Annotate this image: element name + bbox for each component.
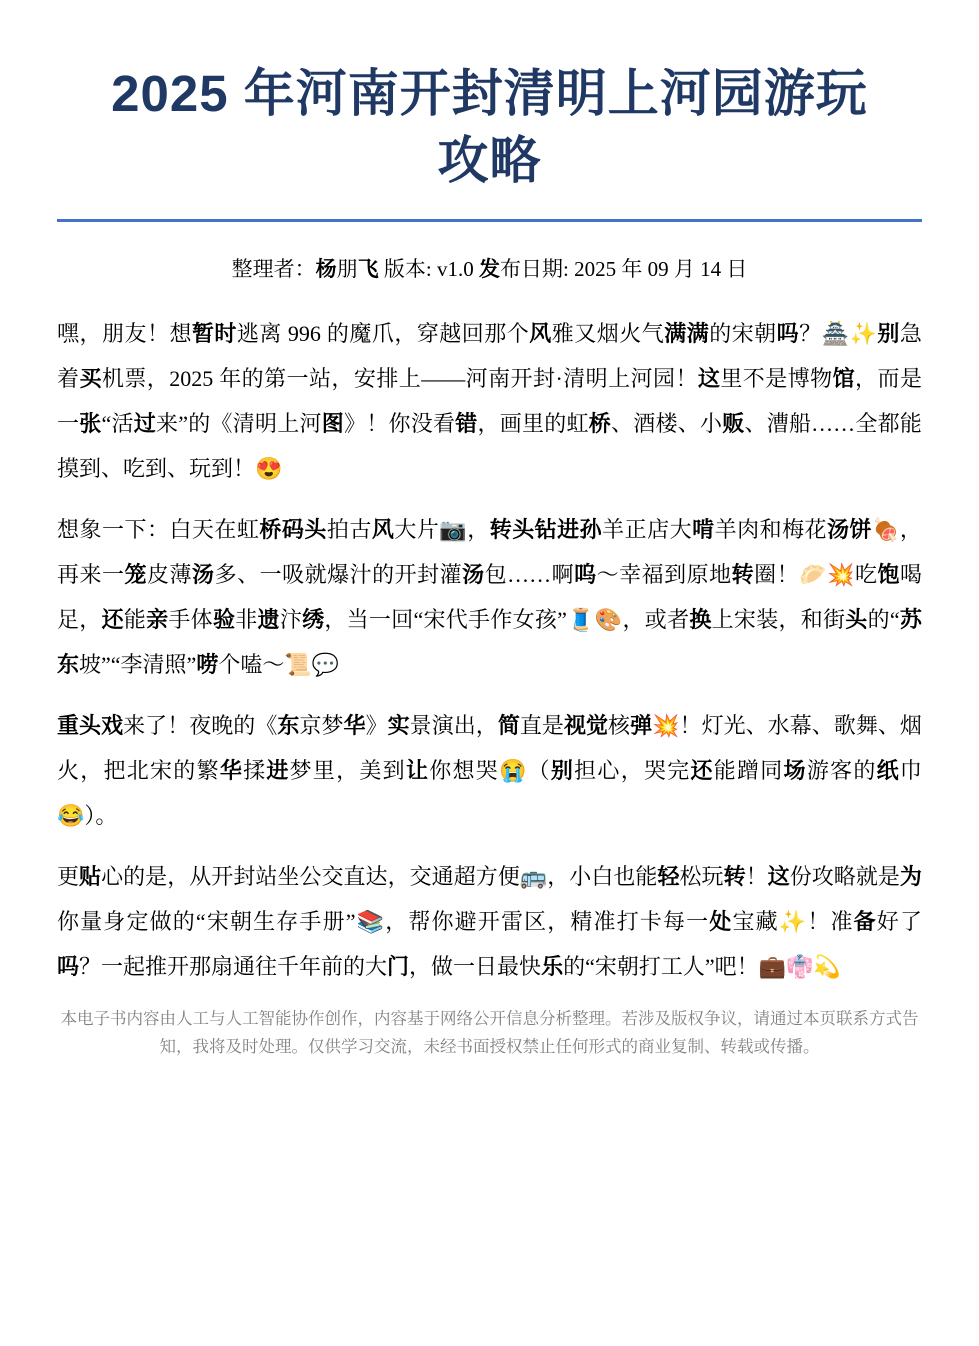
paragraph-transport-and-closing: 更贴心的是，从开封站坐公交直达，交通超方便🚌，小白也能轻松玩转！这份攻略就是为你量身定做的“宋朝生存手册”📚，帮你避开雷区，精准打卡每一处宝藏✨！准备好了吗？一起推开那扇通往千年前的大门，做一日最快乐的“宋朝打工人”吧！💼👘💫 [57,863,922,979]
title-divider [57,219,922,222]
byline: 整理者：杨朋飞 版本: v1.0 发布日期: 2025 年 09 月 14 日 [231,256,748,281]
paragraph-intro: 嘿，朋友！想暂时逃离 996 的魔爪，穿越回那个风雅又烟火气满满的宋朝吗？🏯✨别急着买机票，2025 年的第一站，安排上——河南开封·清明上河园！这里不是博物馆，而是一张“活过来”的《清明上河图》！你没看错，画里的虹桥、酒楼、小贩、漕船……全都能摸到、吃到、玩到！😍 [57,320,922,481]
paragraph-daytime-experience: 想象一下：白天在虹桥码头拍古风大片📷，转头钻进孙羊正店大啃羊肉和梅花汤饼🍖，再来一笼皮薄汤多、一吸就爆汁的开封灌汤包……啊呜～幸福到原地转圈！🥟💥吃饱喝足，还能亲手体验非遗汴绣，当一回“宋代手作女孩”🧵🎨，或者换上宋装，和街头的“苏东坡”“李清照”唠个嗑～📜💬 [57,516,922,677]
article-body [57,311,922,989]
disclaimer-text: 本电子书内容由人工与人工智能协作创作，内容基于网络公开信息分析整理。若涉及版权争议，请通过本页联系方式告知，我将及时处理。仅供学习交流，未经书面授权禁止任何形式的商业复制、转载或传播。 [60,1008,919,1056]
paragraph-night-show: 重头戏来了！夜晚的《东京梦华》实景演出，简直是视觉核弹💥！灯光、水幕、歌舞、烟火，把北宋的繁华揉进梦里，美到让你想哭😭（别担心，哭完还能蹭同场游客的纸巾😂）。 [57,712,922,828]
page-title: 2025 年河南开封清明上河园游玩攻略 [111,65,868,190]
